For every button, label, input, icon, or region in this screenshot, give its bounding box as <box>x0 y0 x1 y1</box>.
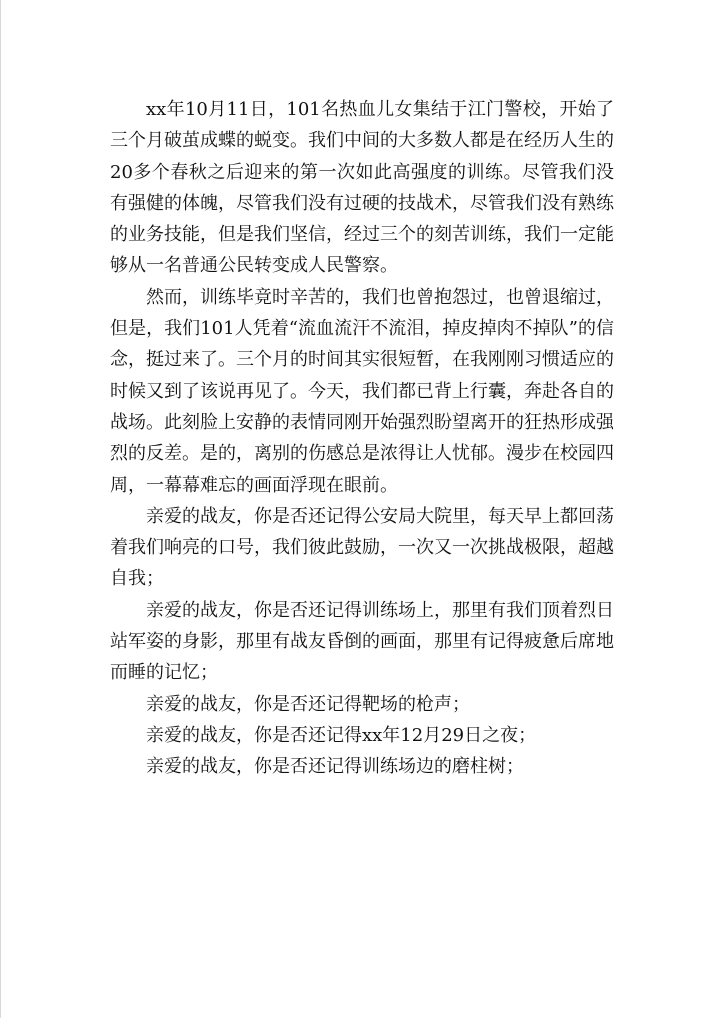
document-body <box>110 94 614 783</box>
paragraph-1: xx年10月11日，101名热血儿女集结于江门警校，开始了三个月破茧成蝶的蜕变。我们中间的大多数人都是在经历人生的20多个春秋之后迎来的第一次如此高强度的训练。尽管我们没有强健的体魄，尽管我们没有过硬的技战术，尽管我们没有熟练的业务技能，但是我们坚信，经过三个的刻苦训练，我们一定能够从一名普通公民转变成人民警察。 <box>110 99 614 277</box>
paragraph-2: 然而，训练毕竟时辛苦的，我们也曾抱怨过，也曾退缩过，但是，我们101人凭着“流血流汗不流泪，掉皮掉肉不掉队”的信念，挺过来了。三个月的时间其实很短暂，在我刚刚习惯适应的时候又到了该说再见了。今天，我们都已背上行囊，奔赴各自的战场。此刻脸上安静的表情同刚开始强烈盼望离开的狂热形成强烈的反差。是的，离别的伤感总是浓得让人忧郁。漫步在校园四周，一幕幕难忘的画面浮现在眼前。 <box>110 286 614 496</box>
paragraph-3: 亲爱的战友，你是否还记得公安局大院里，每天早上都回荡着我们响亮的口号，我们彼此鼓励，一次又一次挑战极限，超越自我； <box>110 505 614 590</box>
paragraph-5: 亲爱的战友，你是否还记得靶场的枪声； <box>146 693 470 715</box>
paragraph-7: 亲爱的战友，你是否还记得训练场边的磨柱树； <box>146 756 524 778</box>
paragraph-4: 亲爱的战友，你是否还记得训练场上，那里有我们顶着烈日站军姿的身影，那里有战友昏倒的画面，那里有记得疲惫后席地而睡的记忆； <box>110 599 614 684</box>
paragraph-6: 亲爱的战友，你是否还记得xx年12月29日之夜； <box>146 724 537 746</box>
